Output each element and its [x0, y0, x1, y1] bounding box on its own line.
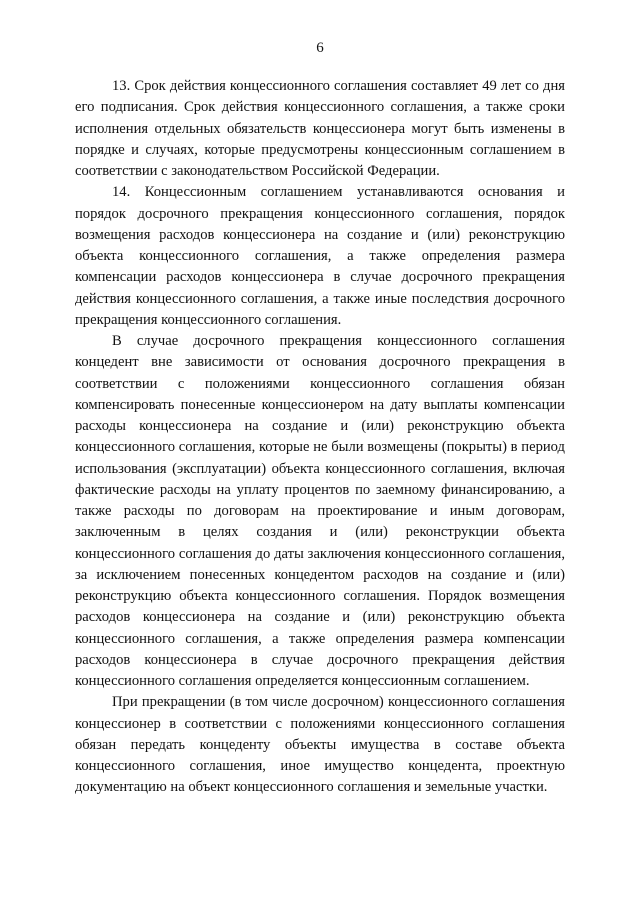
page-number: 6: [316, 40, 324, 56]
paragraph-early-termination-compensation: В случае досрочного прекращения концессионного соглашения концедент вне зависимости от основания досрочного прекращения в соответствии с положениями концессионного соглашения обязан компенсировать понесенные концессионером на дату выплаты компенсации расходы концессионера на создание и (или) реконструкцию объекта концессионного соглашения, которые не были возмещены (покрыты) в период использования (эксплуатации) объекта концессионного соглашения, включая фактические расходы на уплату процентов по заемному финансированию, а также расходы по договорам на проектирование и иным договорам, заключенным в целях создания и (или) реконструкции объекта концессионного соглашения до даты заключения концессионного соглашения, за исключением понесенных концедентом расходов на создание и (или) реконструкцию объекта концессионного соглашения. Порядок возмещения расходов концессионера на создание и (или) реконструкцию объекта концессионного соглашения, а также определения размера компенсации расходов концессионера в случае досрочного прекращения действия концессионного соглашения определяется концессионным соглашением.: [75, 333, 565, 689]
paragraph-13-term: 13. Срок действия концессионного соглашения составляет 49 лет со дня его подписания. Срок действия концессионного соглашения, а также сроки исполнения отдельных обязательств концессионера могут быть изменены в порядке и случаях, которые предусмотрены концессионным соглашением в соответствии с законодательством Российской Федерации.: [75, 78, 565, 179]
document-body: [75, 76, 565, 799]
paragraph-14-termination: 14. Концессионным соглашением устанавливаются основания и порядок досрочного прекращения концессионного соглашения, порядок возмещения расходов концессионера на создание и (или) реконструкцию объекта концессионного соглашения, а также определения размера компенсации расходов концессионера в случае досрочного прекращения действия концессионного соглашения, а также иные последствия досрочного прекращения концессионного соглашения.: [75, 184, 565, 328]
paragraph-property-transfer: При прекращении (в том числе досрочном) концессионного соглашения концессионер в соответствии с положениями концессионного соглашения обязан передать концеденту объекты имущества в составе объекта концессионного соглашения, иное имущество концедента, проектную документацию на объект концессионного соглашения и земельные участки.: [75, 694, 565, 796]
